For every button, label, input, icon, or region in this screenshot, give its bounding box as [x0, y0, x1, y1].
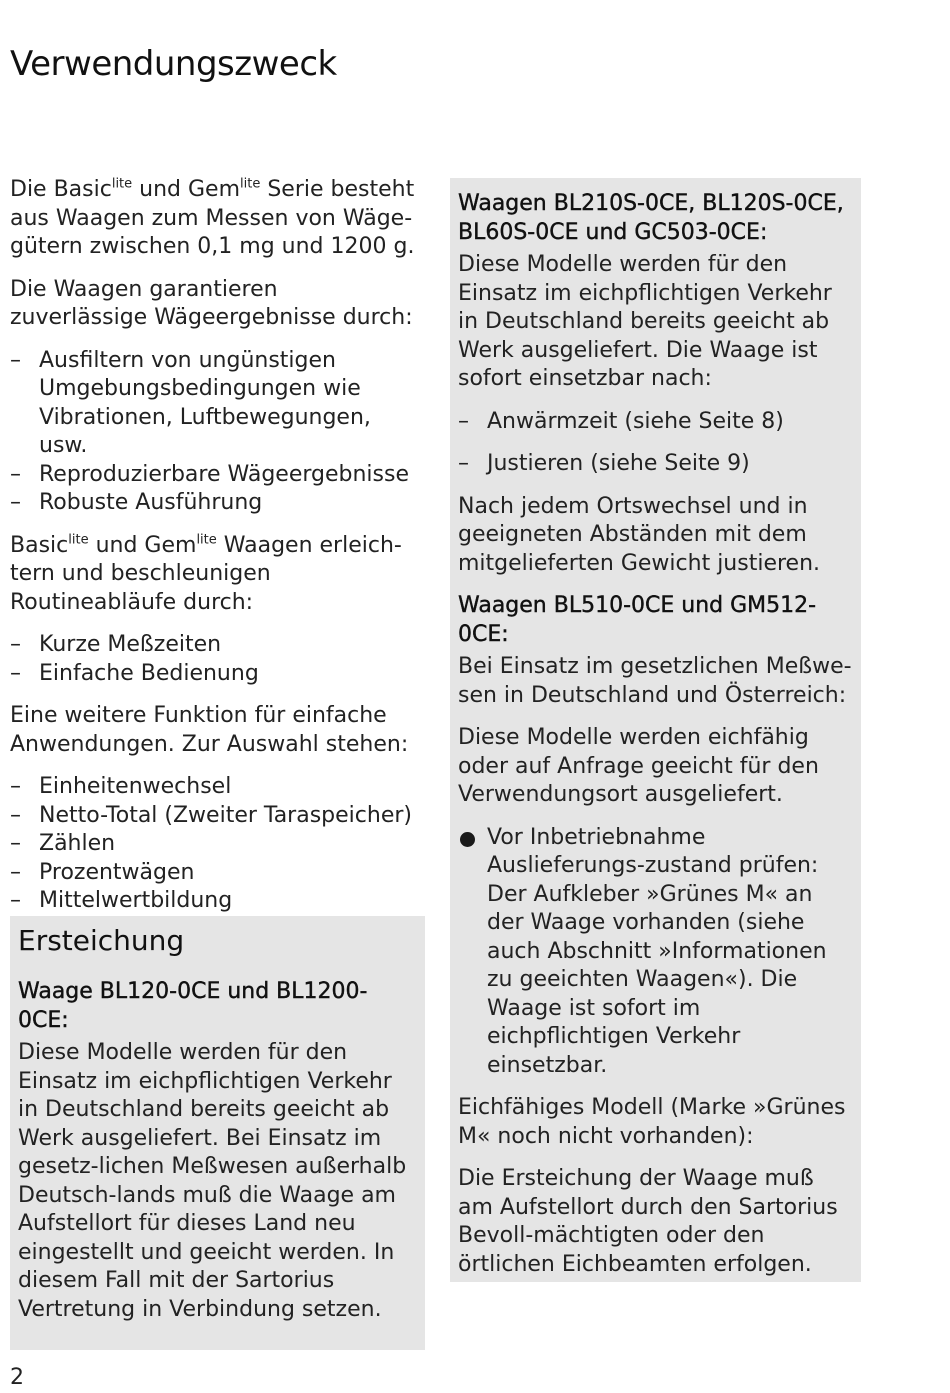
bullet-text: Der Aufkleber »Grünes M« an der Waage vorhanden (siehe auch Abschnitt »Informationen zu geeichten Waagen«). Die Waage ist sofort im eichpflichtigen Verkehr einsetzbar.	[487, 881, 827, 1078]
routine-list	[10, 631, 420, 688]
ersteichung-box	[10, 916, 425, 1350]
ersteichung-text: Diese Modelle werden für den Einsatz im eichpflichtigen Verkehr in Deutschland bereits geeicht ab Werk ausgeliefert. Bei Einsatz im gesetz-lichen Meßwesen außerhalb Deutsch-lands muß die Waage am Aufstellort für dieses Land neu eingestellt und geeicht werden. In diesem Fall mit der Sartorius Vertretung in Verbindung setzen.	[18, 1040, 407, 1322]
list-item: – Prozentwägen	[10, 859, 420, 888]
list-item: – Einheitenwechsel	[10, 773, 420, 802]
function-list	[10, 773, 420, 916]
list-item: – Reproduzierbare Wägeergebnisse	[10, 461, 420, 490]
subsection-heading: Waagen BL210S-0CE, BL120S-0CE, BL60S-0CE und GC503-0CE:	[458, 191, 844, 245]
list-item: – Ausfiltern von ungünstigen Umgebungsbedingungen wie Vibrationen, Luftbewegungen, usw.	[10, 347, 420, 461]
bullet-text: Vor Inbetriebnahme Auslieferungs-zustand prüfen:	[487, 824, 819, 878]
intro-column	[10, 176, 420, 930]
bullet-dot-icon	[460, 832, 475, 847]
list-item: – Netto-Total (Zweiter Taraspeicher)	[10, 802, 420, 831]
calibration-info-box	[450, 178, 861, 1282]
list-item: – Einfache Bedienung	[10, 660, 420, 689]
info-paragraph: Nach jedem Ortswechsel und in geeigneten Abständen mit dem mitgelieferten Gewicht justieren.	[458, 493, 821, 576]
info-paragraph: Die Ersteichung der Waage muß am Aufstellort durch den Sartorius Bevoll-mächtigten oder den örtlichen Eichbeamten erfolgen.	[458, 1166, 838, 1277]
page-number: 2	[10, 1365, 24, 1390]
intro-paragraph-2: Die Waagen garantieren zuverlässige Wägeergebnisse durch:	[10, 276, 413, 330]
page-title: Verwendungszweck	[10, 44, 337, 84]
info-paragraph: Bei Einsatz im gesetzlichen Meßwe-sen in Deutschland und Österreich:	[458, 654, 852, 708]
prerequisite-list	[458, 408, 853, 479]
intro-paragraph-1: Die Basic$^{lite}$ und Gem$^{lite}$ Serie besteht aus Waagen zum Messen von Wäge-gütern zwischen 0,1 mg und 1200 g.	[10, 176, 415, 259]
subsection-heading: Waage BL120-0CE und BL1200-0CE:	[18, 979, 368, 1033]
info-paragraph: Diese Modelle werden eichfähig oder auf Anfrage geeicht für den Verwendungsort ausgeliefert.	[458, 725, 819, 807]
list-item: – Justieren (siehe Seite 9)	[458, 450, 853, 479]
feature-list	[10, 347, 420, 518]
list-item: – Anwärmzeit (siehe Seite 8)	[458, 408, 853, 437]
list-item: – Kurze Meßzeiten	[10, 631, 420, 660]
section-heading: Ersteichung	[18, 924, 185, 957]
info-paragraph: Eichfähiges Modell (Marke »Grünes M« noch nicht vorhanden):	[458, 1095, 846, 1149]
info-paragraph: Diese Modelle werden für den Einsatz im eichpflichtigen Verkehr in Deutschland bereits geeicht ab Werk ausgeliefert. Die Waage ist sofort einsetzbar nach:	[458, 252, 832, 391]
bullet-item	[458, 824, 853, 1081]
intro-paragraph-4: Eine weitere Funktion für einfache Anwendungen. Zur Auswahl stehen:	[10, 703, 409, 757]
intro-paragraph-3: Basic$^{lite}$ und Gem$^{lite}$ Waagen erleich-tern und beschleunigen Routineabläufe durch:	[10, 532, 402, 615]
subsection-heading: Waagen BL510-0CE und GM512-0CE:	[458, 593, 817, 647]
list-item: – Zählen	[10, 830, 420, 859]
list-item: – Robuste Ausführung	[10, 489, 420, 518]
list-item: – Mittelwertbildung	[10, 887, 420, 916]
